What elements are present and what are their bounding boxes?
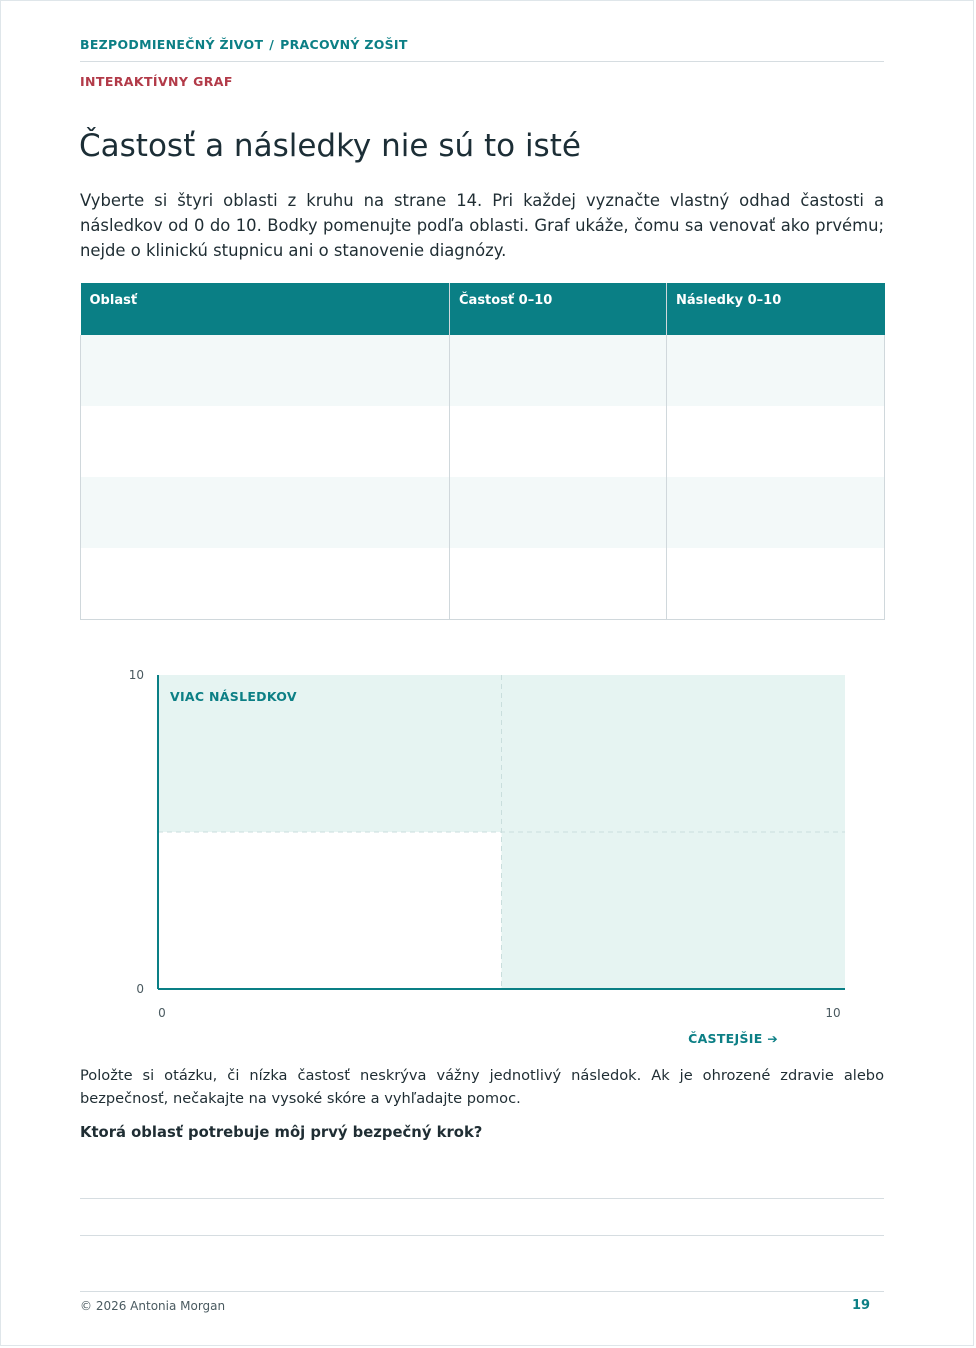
- table-row: [81, 335, 885, 406]
- column-header-frequency: Častosť 0–10: [450, 283, 667, 335]
- column-header-consequences: Následky 0–10: [667, 283, 885, 335]
- shaded-region-bottom-right: [502, 832, 846, 989]
- x-axis-label: ČASTEJŠIE ➔: [688, 1031, 778, 1046]
- footer-copyright: © 2026 Antonia Morgan: [80, 1299, 226, 1313]
- table-header-row: [81, 283, 885, 335]
- consequences-cell[interactable]: [667, 477, 885, 548]
- table-row: [81, 548, 885, 620]
- book-title: BEZPODMIENEČNÝ ŽIVOT: [80, 37, 264, 52]
- quadrant-label: VIAC NÁSLEDKOV: [170, 689, 297, 704]
- running-head: [80, 37, 408, 52]
- area-cell[interactable]: [81, 548, 450, 620]
- answer-line[interactable]: [80, 1235, 884, 1236]
- frequency-cell[interactable]: [450, 477, 667, 548]
- area-cell[interactable]: [81, 335, 450, 406]
- frequency-cell[interactable]: [450, 335, 667, 406]
- area-cell[interactable]: [81, 406, 450, 477]
- x-tick-label: 10: [825, 1006, 841, 1020]
- frequency-cell[interactable]: [450, 548, 667, 620]
- page-number: 19: [852, 1298, 871, 1313]
- answer-line[interactable]: [80, 1198, 884, 1199]
- areas-table: [80, 283, 885, 620]
- column-header-area: Oblasť: [81, 283, 450, 335]
- page-title: Častosť a následky nie sú to isté: [79, 128, 581, 164]
- frequency-consequence-chart[interactable]: [120, 660, 860, 1052]
- section-title: PRACOVNÝ ZOŠIT: [280, 37, 408, 52]
- consequences-cell[interactable]: [667, 548, 885, 620]
- consequences-cell[interactable]: [667, 335, 885, 406]
- frequency-cell[interactable]: [450, 406, 667, 477]
- breadcrumb-separator: /: [269, 37, 275, 52]
- area-cell[interactable]: [81, 477, 450, 548]
- y-tick-label: 10: [128, 668, 144, 682]
- table-row: [81, 406, 885, 477]
- consequences-cell[interactable]: [667, 406, 885, 477]
- reflection-question: Ktorá oblasť potrebuje môj prvý bezpečný krok?: [80, 1124, 483, 1141]
- intro-paragraph: Vyberte si štyri oblasti z kruhu na strane 14. Pri každej vyznačte vlastný odhad častosti a následkov od 0 do 10. Bodky pomenujte podľa oblasti. Graf ukáže, čomu sa venovať ako prvému; nejde o klinickú stupnicu ani o stanovenie diagnózy.: [80, 191, 884, 260]
- y-tick-label: 0: [136, 982, 144, 996]
- section-kicker: INTERAKTÍVNY GRAF: [80, 74, 233, 89]
- header-rule: [80, 61, 884, 62]
- x-tick-label: 0: [158, 1006, 166, 1020]
- footer-rule: [80, 1291, 884, 1292]
- table-row: [81, 477, 885, 548]
- safety-note: Položte si otázku, či nízka častosť neskrýva vážny jednotlivý následok. Ak je ohrozené zdravie alebo bezpečnosť, nečakajte na vysoké skóre a vyhľadajte pomoc.: [80, 1067, 884, 1107]
